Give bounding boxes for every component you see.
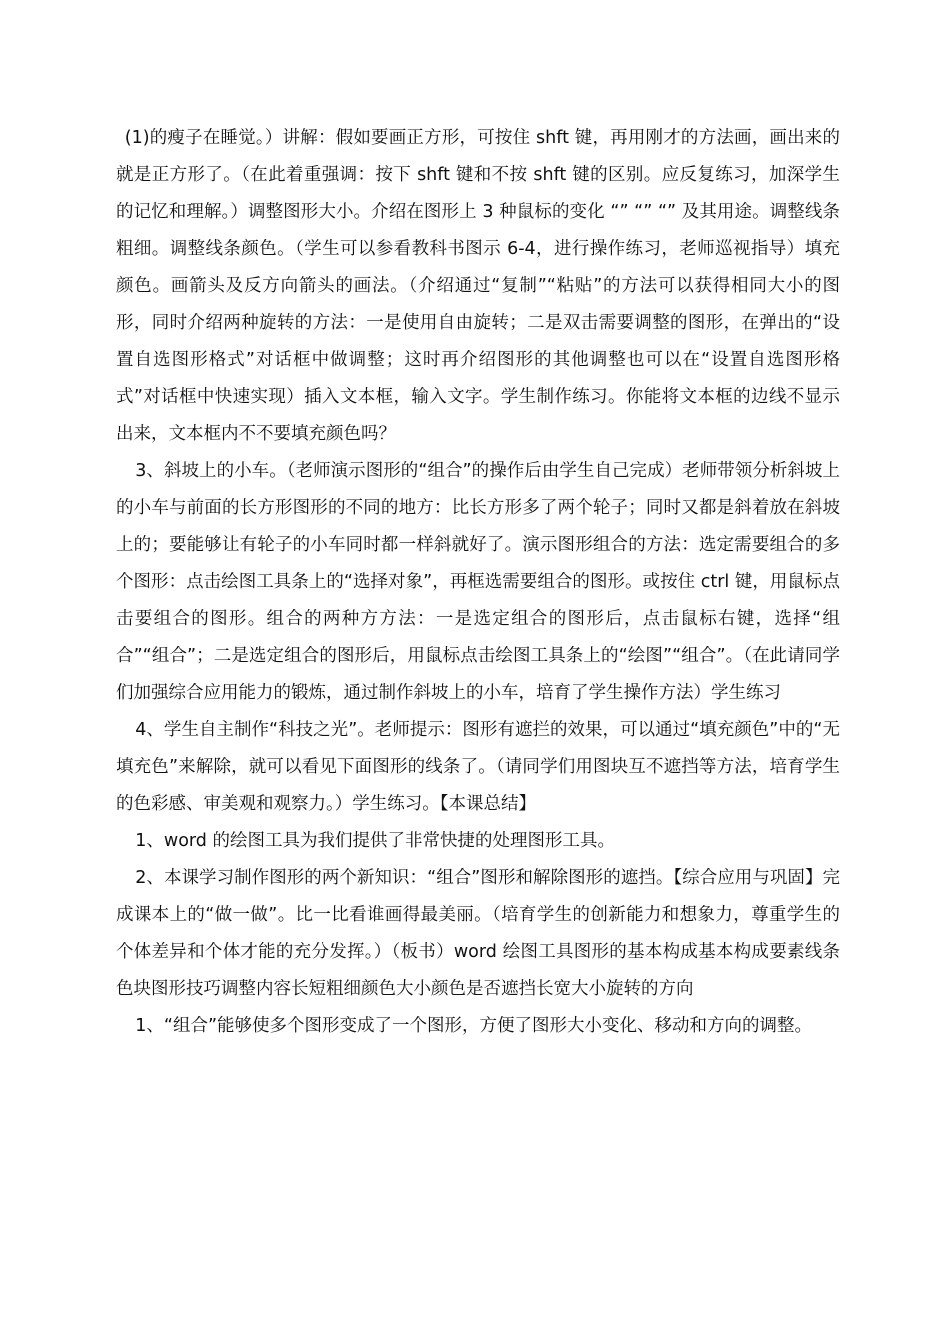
paragraph-group-note: 1、“组合”能够使多个图形变成了一个图形，方便了图形大小变化、移动和方向的调整。	[135, 1016, 813, 1036]
document-body	[116, 120, 840, 1045]
paragraph-summary-1: 1、word 的绘图工具为我们提供了非常快捷的处理图形工具。	[135, 831, 615, 851]
paragraph-drawing-squares: (1)的瘦子在睡觉。）讲解：假如要画正方形，可按住 shft 键，再用刚才的方法画，画出来的就是正方形了。（在此着重强调：按下 shft 键和不按 shft 键的区别。应反复练习，加深学生的记忆和理解。）调整图形大小。介绍在图形上 3 种鼠标的变化 “” “” “” 及其用途。调整线条粗细。调整线条颜色。（学生可以参看教科书图示 6-4，进行操作练习，老师巡视指导）填充颜色。画箭头及反方向箭头的画法。（介绍通过“复制”“粘贴”的方法可以获得相同大小的图形，同时介绍两种旋转的方法：一是使用自由旋转；二是双击需要调整的图形，在弹出的“设置自选图形格式”对话框中做调整；这时再介绍图形的其他调整也可以在“设置自选图形格式”对话框中快速实现）插入文本框，输入文字。学生制作练习。你能将文本框的边线不显示出来，文本框内不不要填充颜色吗？	[116, 128, 840, 444]
paragraph-tech-light: 4、学生自主制作“科技之光”。老师提示：图形有遮拦的效果，可以通过“填充颜色”中的“无填充色”来解除，就可以看见下面图形的线条了。（请同学们用图块互不遮挡等方法，培育学生的色彩感、审美观和观察力。）学生练习。【本课总结】	[116, 720, 840, 814]
paragraph-slope-car: 3、斜坡上的小车。（老师演示图形的“组合”的操作后由学生自己完成）老师带领分析斜坡上的小车与前面的长方形图形的不同的地方：比长方形多了两个轮子；同时又都是斜着放在斜坡上的；要能够让有轮子的小车同时都一样斜就好了。演示图形组合的方法：选定需要组合的多个图形：点击绘图工具条上的“选择对象”，再框选需要组合的图形。或按住 ctrl 键，用鼠标点击要组合的图形。组合的两种方方法：一是选定组合的图形后，点击鼠标右键，选择“组合”“组合”；二是选定组合的图形后，用鼠标点击绘图工具条上的“绘图”“组合”。（在此请同学们加强综合应用能力的锻炼，通过制作斜坡上的小车，培育了学生操作方法）学生练习	[116, 461, 840, 703]
paragraph-summary-2: 2、本课学习制作图形的两个新知识：“组合”图形和解除图形的遮挡。【综合应用与巩固】完成课本上的“做一做”。比一比看谁画得最美丽。（培育学生的创新能力和想象力，尊重学生的个体差异和个体才能的充分发挥。）（板书）word 绘图工具图形的基本构成基本构成要素线条色块图形技巧调整内容长短粗细颜色大小颜色是否遮挡长宽大小旋转的方向	[116, 868, 840, 999]
